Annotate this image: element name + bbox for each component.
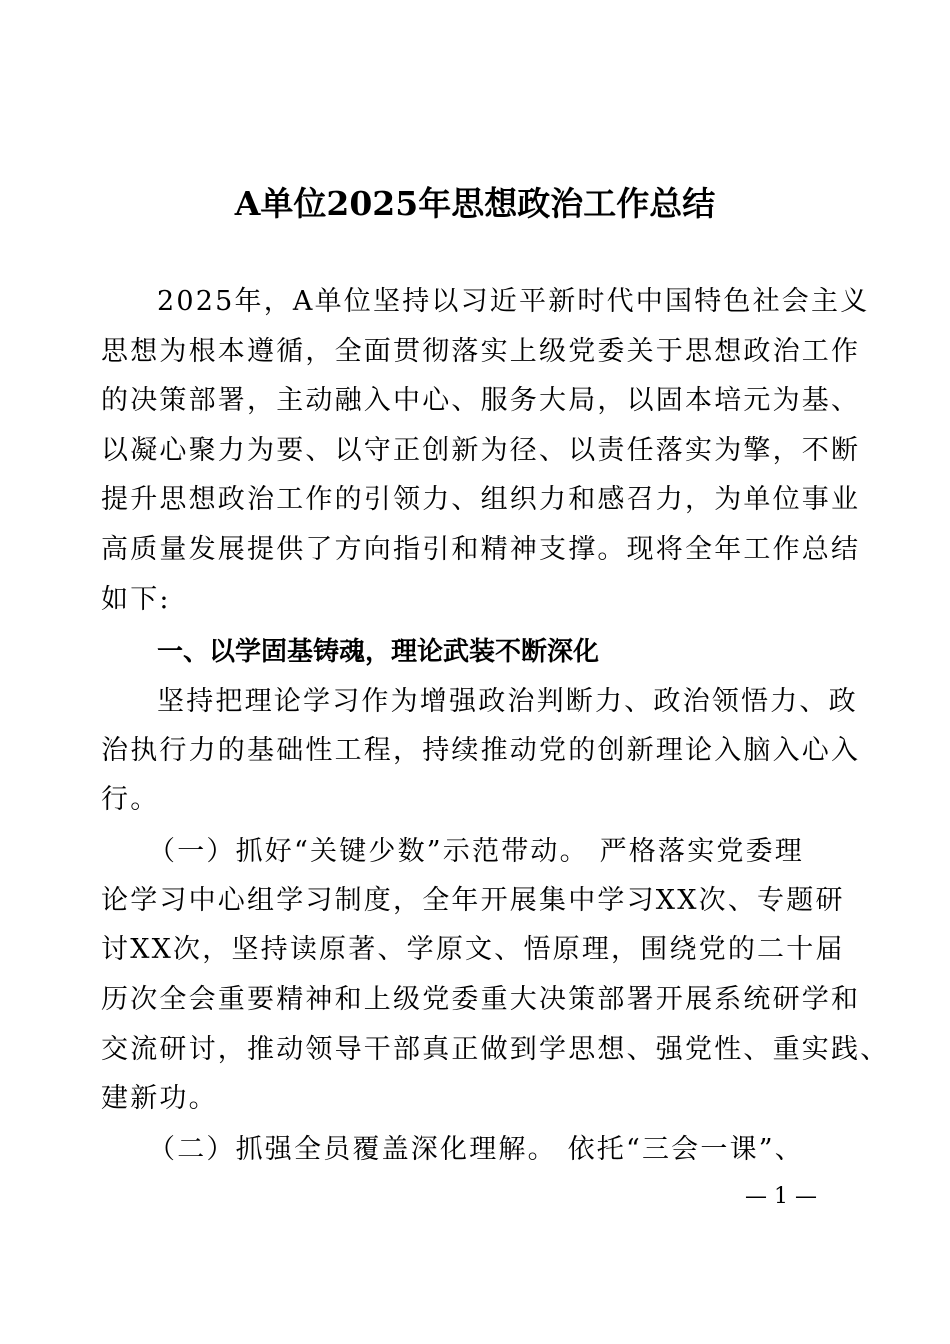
subsection1-line-4: 历次全会重要精神和上级党委重大决策部署开展系统研学和 xyxy=(101,984,861,1015)
paragraph-intro-line-1: 2025年，A单位坚持以习近平新时代中国特色社会主义 xyxy=(157,286,870,317)
subsection1-line-5: 交流研讨，推动领导干部真正做到学思想、强党性、重实践、 xyxy=(101,1034,890,1065)
paragraph-intro-line-2: 思想为根本遵循，全面贯彻落实上级党委关于思想政治工作 xyxy=(101,336,861,367)
section-heading-1: 一、以学固基铸魂，理论武装不断深化 xyxy=(157,637,600,667)
paragraph-intro-line-3: 的决策部署，主动融入中心、服务大局，以固本培元为基、 xyxy=(101,385,861,416)
subsection2-line-1: （二）抓强全员覆盖深化理解。 依托“三会一课”、 xyxy=(148,1134,804,1165)
document-title: A单位2025年思想政治工作总结 xyxy=(234,184,716,223)
paragraph-intro-line-6: 高质量发展提供了方向指引和精神支撑。现将全年工作总结 xyxy=(101,534,861,565)
section1-intro-line-1: 坚持把理论学习作为增强政治判断力、政治领悟力、政 xyxy=(157,686,858,717)
subsection1-line-2: 论学习中心组学习制度，全年开展集中学习XX次、专题研 xyxy=(101,885,845,916)
subsection1-line-3: 讨XX次，坚持读原著、学原文、悟原理，围绕党的二十届 xyxy=(101,934,845,965)
section1-intro-line-2: 治执行力的基础性工程，持续推动党的创新理论入脑入心入 xyxy=(101,735,861,766)
paragraph-intro-line-5: 提升思想政治工作的引领力、组织力和感召力，为单位事业 xyxy=(101,484,861,515)
subsection1-line-6: 建新功。 xyxy=(101,1083,218,1114)
paragraph-intro-line-4: 以凝心聚力为要、以守正创新为径、以责任落实为擎，不断 xyxy=(101,435,861,466)
subsection1-line-1: （一）抓好“关键少数”示范带动。 严格落实党委理 xyxy=(148,836,804,867)
paragraph-intro-line-7: 如下: xyxy=(101,584,171,615)
section1-intro-line-3: 行。 xyxy=(101,784,160,815)
page-number: — 1 — xyxy=(745,1184,817,1209)
